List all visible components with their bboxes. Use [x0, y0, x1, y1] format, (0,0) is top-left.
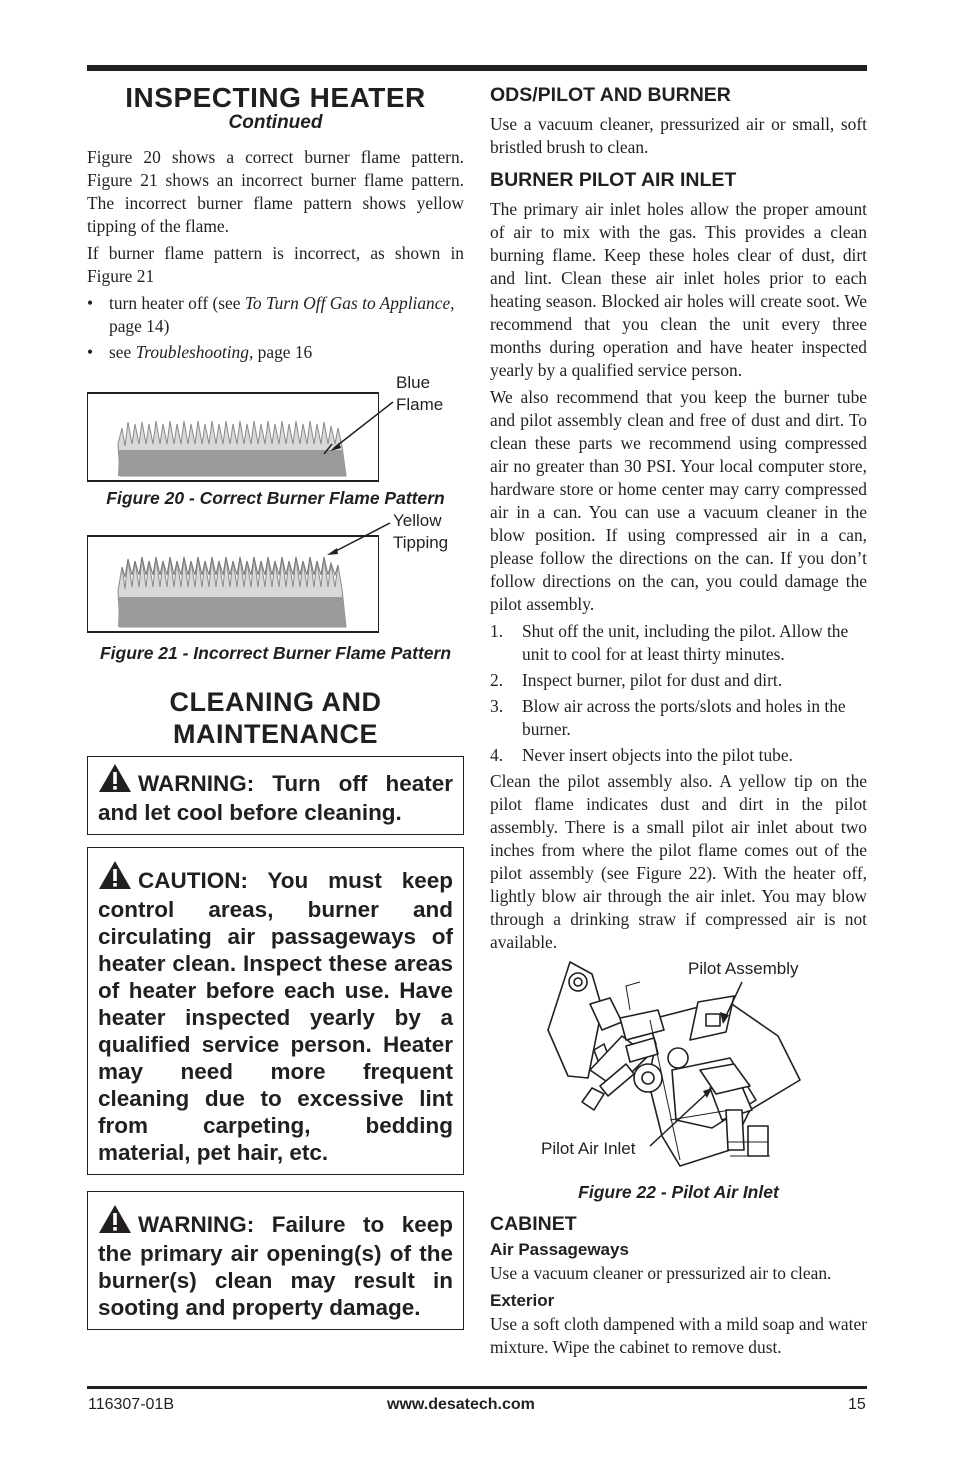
cross-reference: Troubleshooting — [135, 342, 249, 362]
paragraph-ods-cleaning: Use a vacuum cleaner, pressurized air or small, soft bristled brush to clean. — [490, 114, 867, 157]
caution-box — [87, 847, 464, 1175]
figure-21 — [87, 511, 464, 643]
figure-21-caption: Figure 21 - Incorrect Burner Flame Pattern — [99, 643, 452, 663]
paragraph-exterior: Use a soft cloth dampened with a mild soap and water mixture. Wipe the cabinet to remove dust. — [490, 1314, 867, 1357]
section-title-cleaning-line1: CLEANING AND — [169, 687, 382, 717]
list-item: • turn heater off (see To Turn Off Gas to Appliance, page 14) — [87, 293, 455, 336]
footer-rule — [87, 1386, 867, 1389]
paragraph-air-passageways: Use a vacuum cleaner or pressurized air to clean. — [490, 1263, 832, 1283]
paragraph-incorrect-pattern: If burner flame pattern is incorrect, as shown in Figure 21 — [87, 243, 464, 286]
list-item: 3. Blow air across the ports/slots and holes in the burner. — [490, 696, 846, 739]
paragraph-flame-patterns: Figure 20 shows a correct burner flame pattern. Figure 21 shows an incorrect burner flame pattern. The incorrect burner flame pattern shows yellow tipping of the flame. — [87, 147, 464, 236]
leader-arrow — [87, 372, 464, 488]
figure-22 — [490, 958, 867, 1180]
leader-arrow — [87, 515, 464, 643]
bullet-list — [87, 292, 464, 364]
cross-reference: To Turn Off Gas to Appliance, — [244, 293, 455, 313]
section-title-cleaning-line2: MAINTENANCE — [173, 719, 378, 749]
warning-triangle-icon — [98, 1204, 132, 1240]
paragraph-air-inlet-holes: The primary air inlet holes allow the proper amount of air to mix with the gas. This provides a clean burning flame. Keep these holes clear of dust, dirt and lint. Clean these air inlet holes prior to each heating season. Blocked air holes will create soot. We recommend that you clean the unit every three months during operation and have heater inspected yearly by a qualified service person. — [490, 199, 867, 380]
cleaning-steps-list — [490, 620, 867, 767]
list-item: 1. Shut off the unit, including the pilot. Allow the unit to cool for at least thirty minutes. — [490, 621, 849, 664]
list-item: 4. Never insert objects into the pilot tube. — [490, 745, 793, 765]
leader-arrows — [490, 958, 867, 1180]
left-column — [87, 78, 464, 1330]
warning-box-cool — [87, 756, 464, 835]
list-item: 2. Inspect burner, pilot for dust and dirt. — [490, 670, 783, 690]
section-title-inspecting-heater: INSPECTING HEATER — [125, 82, 426, 113]
figure-20 — [87, 372, 464, 488]
heading-cabinet: CABINET — [490, 1213, 577, 1235]
warning-text: WARNING: Turn off heater and let cool before cleaning. — [98, 771, 453, 825]
warning-triangle-icon — [98, 860, 132, 896]
heading-air-passageways: Air Passageways — [490, 1240, 629, 1259]
page-number: 15 — [848, 1396, 866, 1413]
warning-triangle-icon — [98, 763, 132, 799]
heading-exterior: Exterior — [490, 1291, 555, 1310]
top-rule — [87, 65, 867, 71]
continued-label: Continued — [228, 112, 323, 133]
website-link[interactable]: www.desatech.com — [387, 1396, 535, 1413]
heading-burner-pilot-air-inlet: BURNER PILOT AIR INLET — [490, 169, 737, 191]
warning-box-sooting — [87, 1191, 464, 1330]
paragraph-compressed-air: We also recommend that you keep the burner tube and pilot assembly clean and free of dust and dirt. To clean these parts we recommend using compressed air no greater than 30 PSI. Your local computer store, hardware store or home center may carry compressed air in a can. You can use a vacuum cleaner in the blow position. If using compressed air in a can, please follow the directions on the can. If you don’t follow directions on the can, you could damage the pilot assembly. — [490, 387, 867, 614]
list-item: • see Troubleshooting, page 16 — [87, 342, 313, 362]
caution-text: CAUTION: You must keep control areas, burner and circulating air passageways of heater clean. Inspect these areas of heater before each use. Have heater inspected yearly by a qualified service person. Heater may need more frequent cleaning due to excessive lint from carpeting, bedding material, pet hair, etc. — [98, 868, 453, 1165]
blue-flame-label: Blue Flame — [396, 373, 444, 414]
pilot-assembly-label: Pilot Assembly — [688, 959, 799, 978]
right-column — [490, 78, 867, 1363]
paragraph-pilot-assembly: Clean the pilot assembly also. A yellow tip on the pilot flame indicates dust and dirt in the pilot assembly. There is a small pilot air inlet about two inches from where the pilot flame comes out of the pilot assembly (see Figure 22). With the heater off, lightly blow air through the air inlet. You may blow through a drinking straw if compressed air is not available. — [490, 771, 867, 952]
heading-ods-pilot-burner: ODS/PILOT AND BURNER — [490, 84, 731, 106]
yellow-tipping-label: Yellow Tipping — [393, 511, 449, 552]
warning-text: WARNING: Failure to keep the primary air opening(s) of the burner(s) clean may result in sooting and property damage. — [98, 1212, 453, 1320]
pilot-air-inlet-label: Pilot Air Inlet — [541, 1139, 636, 1158]
part-number: 116307-01B — [88, 1396, 174, 1413]
figure-20-caption: Figure 20 - Correct Burner Flame Pattern — [106, 488, 445, 508]
figure-22-caption: Figure 22 - Pilot Air Inlet — [578, 1182, 779, 1202]
